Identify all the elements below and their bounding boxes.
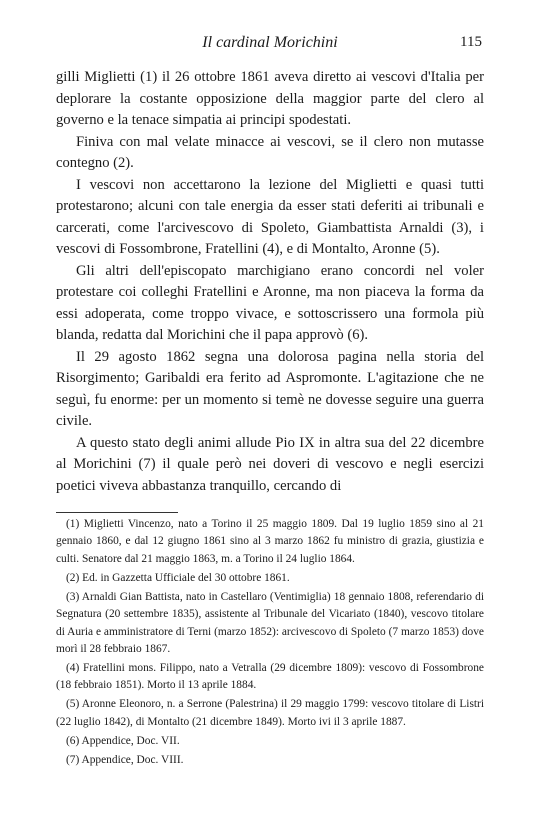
footnote: (5) Aronne Eleonoro, n. a Serrone (Palestrina) il 29 maggio 1799: vescovo titolare di Listri (22 luglio 1842), di Montalto (21 dicembre 1849). Morto ivi il 3 aprile 1887.	[56, 698, 484, 728]
footnote-divider	[56, 512, 178, 513]
footnotes	[56, 516, 484, 771]
paragraph: A questo stato degli animi allude Pio IX in altra sua del 22 dicembre al Morichini (7) il quale però nei doveri di vescovo e negli esercizi poetici viveva abbastanza tranquillo, cercando di	[56, 434, 484, 494]
paragraph: Gli altri dell'episcopato marchigiano erano concordi nel voler protestare coi colleghi Fratellini e Aronne, ma non piaceva la forma da essi adoperata, come troppo vivace, e sottoscrissero una formola più blanda, redatta dal Morichini che il papa approvò (6).	[56, 262, 484, 343]
paragraph: Il 29 agosto 1862 segna una dolorosa pagina nella storia del Risorgimento; Garibaldi era ferito ad Aspromonte. L'agitazione che ne seguì, fu enorme: per un momento si temè ne dovesse seguire una guerra civile.	[56, 348, 484, 429]
page-header	[0, 34, 550, 56]
footnote: (4) Fratellini mons. Filippo, nato a Vetralla (29 dicembre 1809): vescovo di Fossombrone (18 febbraio 1851). Morto il 13 aprile 1884.	[56, 662, 484, 692]
page-number: 115	[460, 34, 482, 50]
footnote: (1) Miglietti Vincenzo, nato a Torino il 25 maggio 1809. Dal 19 luglio 1859 sino al 21 gennaio 1860, e dal 12 giugno 1861 sino al 3 marzo 1862 fu ministro di grazia, giustizia e culti. Senatore dal 21 maggio 1863, m. a Torino il 24 luglio 1864.	[56, 518, 484, 565]
paragraph: Finiva con mal velate minacce ai vescovi, se il clero non mutasse contegno (2).	[56, 133, 484, 171]
main-text	[56, 67, 484, 497]
footnote: (2) Ed. in Gazzetta Ufficiale del 30 ottobre 1861.	[66, 571, 290, 584]
footnote: (7) Appendice, Doc. VIII.	[66, 753, 184, 766]
footnote: (3) Arnaldi Gian Battista, nato in Castellaro (Ventimiglia) 18 gennaio 1808, referendario di Segnatura (20 settembre 1835), assistente al Tribunale del Vicariato (1840), vescovo titolare di Auria e amministratore di Terni (marzo 1852): arcivescovo di Spoleto (7 marzo 1853) dove morì il 28 febbraio 1867.	[56, 590, 484, 656]
running-title: Il cardinal Morichini	[202, 34, 338, 51]
paragraph: I vescovi non accettarono la lezione del Miglietti e quasi tutti protestarono; alcuni con tale energia da esser stati deferiti ai tribunali e carcerati, come l'arcivescovo di Spoleto, Giambattista Arnaldi (3), i vescovi di Fossombrone, Fratellini (4), e di Montalto, Aronne (5).	[56, 176, 484, 257]
paragraph: gilli Miglietti (1) il 26 ottobre 1861 aveva diretto ai vescovi d'Italia per deplorare la costante opposizione della maggior parte del clero al governo e la tenace simpatia ai principi spodestati.	[56, 69, 484, 128]
footnote: (6) Appendice, Doc. VII.	[66, 734, 180, 747]
